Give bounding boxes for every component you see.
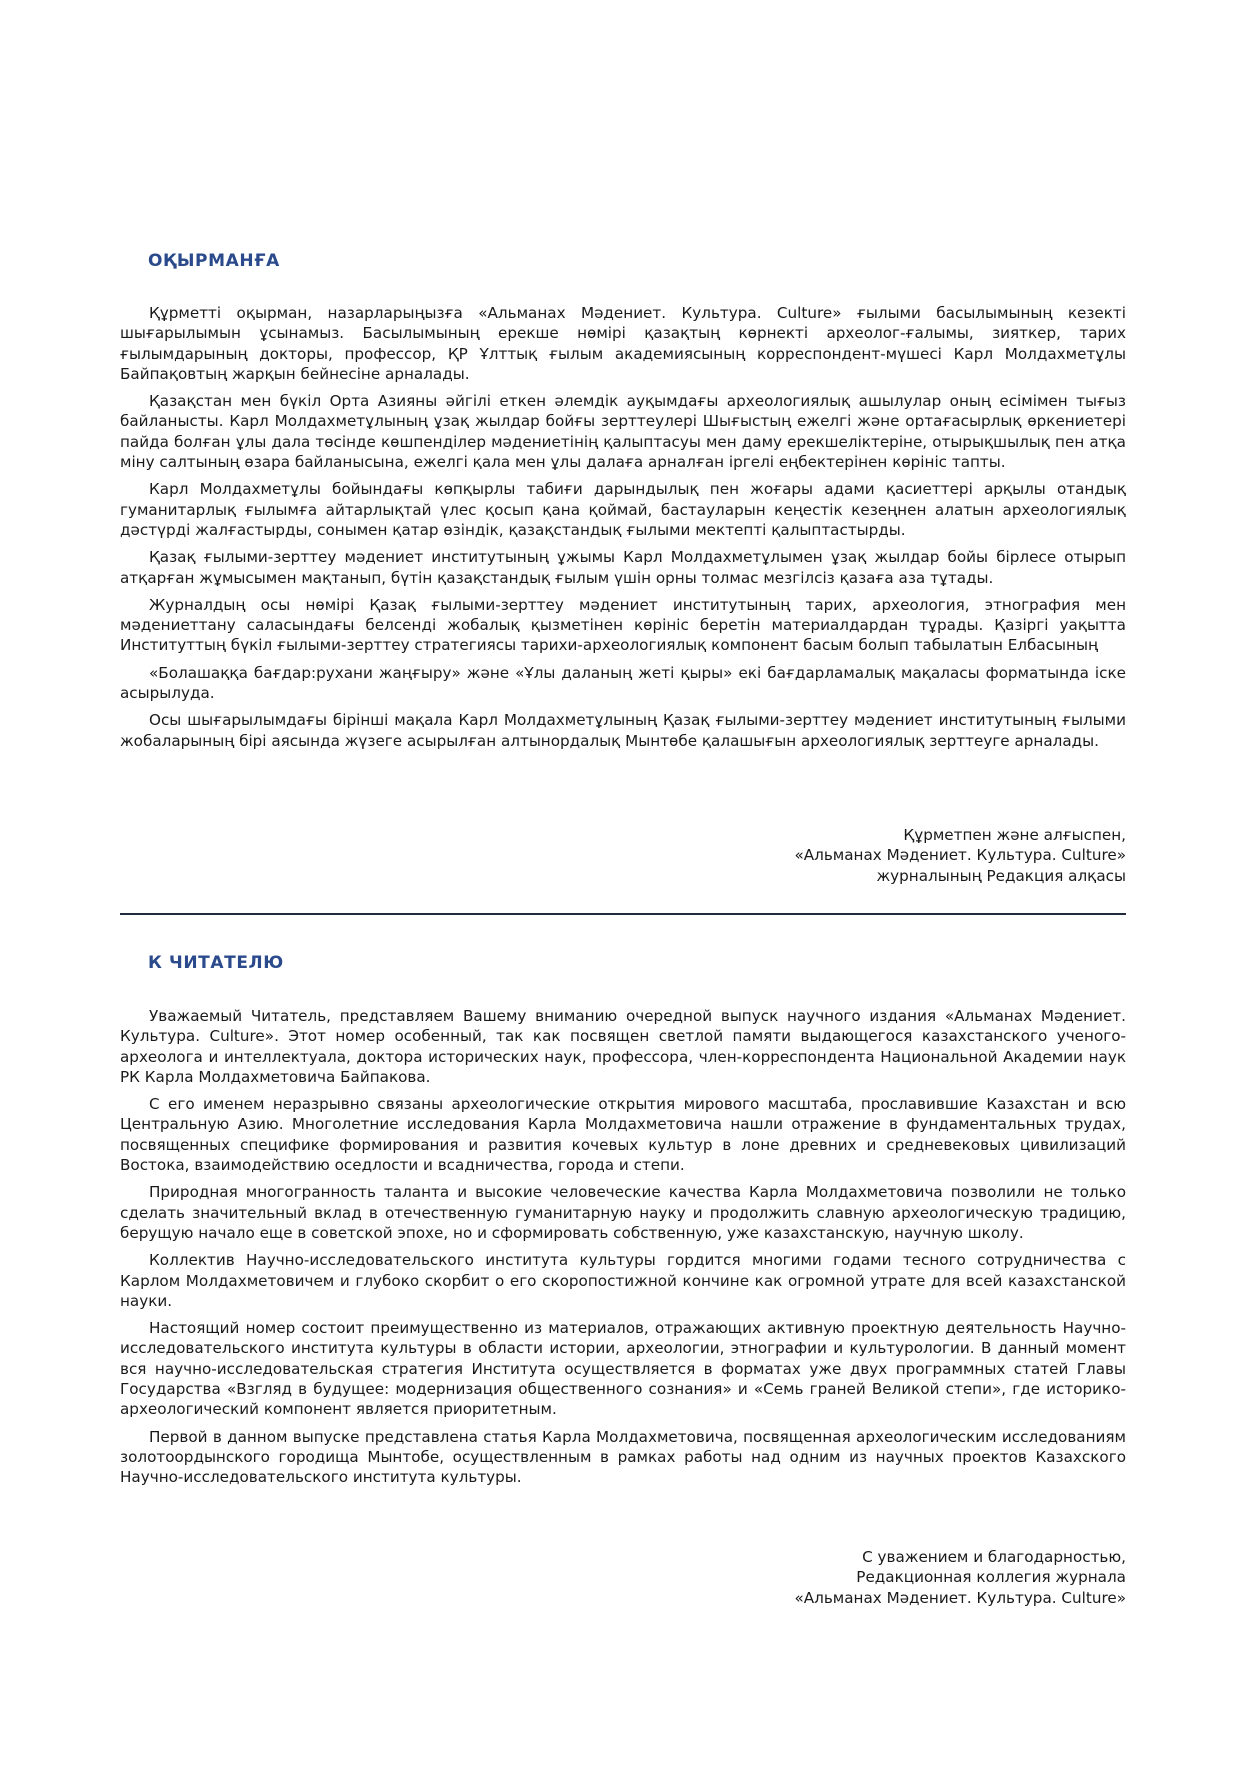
section-divider — [120, 913, 1126, 915]
signature-line: журналының Редакция алқасы — [876, 866, 1126, 885]
paragraph: Карл Молдахметұлы бойындағы көпқырлы табиғи дарындылық пен жоғары адами қасиеттері арқылы отандық гуманитарлық ғылымға айтарлықтай үлес қосып қана қоймай, бастауларын кеңестік кезеңнен алатын археологиялық дәстүрді жалғастырды, сонымен қатар өзіндік, қазақстандық ғылыми мектепті қалыптастырды. — [120, 480, 1126, 539]
signature-kk — [794, 825, 1126, 886]
paragraph: Журналдың осы нөмірі Қазақ ғылыми-зерттеу мәдениет институтының тарих, археология, этнография мен мәдениеттану саласындағы белсенді жобалық қызметінен көрініс беретін материалдардан тұрады. Қазіргі уақытта Институттың бүкіл ғылыми-зерттеу стратегиясы тарихи-археологиялық компонент басым болып табылатын Елбасының — [120, 595, 1126, 655]
paragraph: Қазақ ғылыми-зерттеу мәдениет институтының ұжымы Карл Молдахметұлымен ұзақ жылдар бойы бірлесе отырып атқарған жұмысымен мақтанып, бүтін қазақстандық ғылым үшін орны толмас мезгілсіз қазаға аза тұтады. — [120, 548, 1126, 587]
signature-line: «Альманах Мәдениет. Культура. Culture» — [794, 846, 1126, 865]
signature-line: «Альманах Мәдениет. Культура. Culture» — [794, 1588, 1126, 1607]
signature-ru — [794, 1547, 1126, 1608]
signature-line: Редакционная коллегия журнала — [856, 1568, 1126, 1587]
body-ru — [120, 1006, 1126, 1495]
signature-line: С уважением и благодарностью, — [862, 1548, 1126, 1566]
paragraph: Қазақстан мен бүкіл Орта Азияны әйгілі еткен әлемдік ауқымдағы археологиялық ашылулар оның есімімен тығыз байланысты. Карл Молдахметұлының ұзақ жылдар бойғы зерттеулері Шығыстың ежелгі және ортағасырлық өркениетері пайда болған ұлы дала төсінде көшпенділер мәдениетінің қалыптасуы мен даму ерекшеліктеріне, отырықшылық пен атқа міну салтының өзара байланысына, ежелгі қала мен ұлы далаға арналған іргелі еңбектерінен көрініс тапты. — [120, 392, 1126, 472]
paragraph: Уважаемый Читатель, представляем Вашему вниманию очередной выпуск научного издания «Альманах Мәдениет. Культура. Culture». Этот номер особенный, так как посвящен светлой памяти выдающегося казахстанского ученого-археолога и интеллектуала, доктора исторических наук, профессора, член-корреспондента Национальной Академии наук РК Карла Молдахметовича Байпакова. — [120, 1007, 1126, 1086]
paragraph: «Болашаққа бағдар:рухани жаңғыру» және «Ұлы даланың жеті қыры» екі бағдарламалық мақаласы форматында іске асырылуда. — [120, 663, 1126, 703]
heading-ru: К ЧИТАТЕЛЮ — [148, 953, 284, 973]
heading-kk: ОҚЫРМАНҒА — [148, 251, 280, 271]
paragraph: Құрметті оқырман, назарларыңызға «Альманах Мәдениет. Культура. Culture» ғылыми басылымының кезекті шығарылымын ұсынамыз. Басылымының ерекше нөмірі қазақтың көрнекті археолог-ғалымы, зияткер, тарих ғылымдарының докторы, профессор, ҚР Ұлттық ғылым академиясының корреспондент-мүшесі Карл Молдахметұлы Байпақовтың жарқын бейнесіне арналады. — [120, 304, 1126, 383]
paragraph: С его именем неразрывно связаны археологические открытия мирового масштаба, прославившие Казахстан и всю Центральную Азию. Многолетние исследования Карла Молдахметовича нашли отражение в фундаментальных трудах, посвященных специфике формирования и развития кочевых культур в лоне древних и средневековых цивилизаций Востока, взаимодействию оседлости и всадничества, города и степи. — [120, 1095, 1126, 1175]
paragraph: Коллектив Научно-исследовательского института культуры гордится многими годами тесного сотрудничества с Карлом Молдахметовичем и глубоко скорбит о его скоропостижной кончине как огромной утрате для всей казахстанской науки. — [120, 1251, 1126, 1310]
paragraph: Настоящий номер состоит преимущественно из материалов, отражающих активную проектную деятельность Научно-исследовательского института культуры в области истории, археологии, этнографии и культурологии. В данный момент вся научно-исследовательская стратегия Института осуществляется в форматах уже двух программных статей Главы Государства «Взгляд в будущее: модернизация общественного сознания» и «Семь граней Великой степи», где историко-археологический компонент является приоритетным. — [120, 1319, 1126, 1419]
signature-line: Құрметпен және алғыспен, — [903, 826, 1126, 844]
paragraph: Осы шығарылымдағы бірінші мақала Карл Молдахметұлының Қазақ ғылыми-зерттеу мәдениет институтының ғылыми жобаларының бірі аясында жүзеге асырылған алтынордалық Мынтөбе қалашығын археологиялық зерттеуге арналады. — [120, 711, 1126, 750]
paragraph: Природная многогранность таланта и высокие человеческие качества Карла Молдахметовича позволили не только сделать значительный вклад в отечественную гуманитарную науку и продолжить славную археологическую традицию, берущую начало еще в советской эпохе, но и сформировать собственную, уже казахстанскую, научную школу. — [120, 1183, 1126, 1242]
paragraph: Первой в данном выпуске представлена статья Карла Молдахметовича, посвященная археологическим исследованиям золотоордынского городища Мынтобе, осуществленным в рамках работы над одним из научных проектов Казахского Научно-исследовательского института культуры. — [120, 1427, 1126, 1487]
body-kk — [120, 303, 1126, 758]
